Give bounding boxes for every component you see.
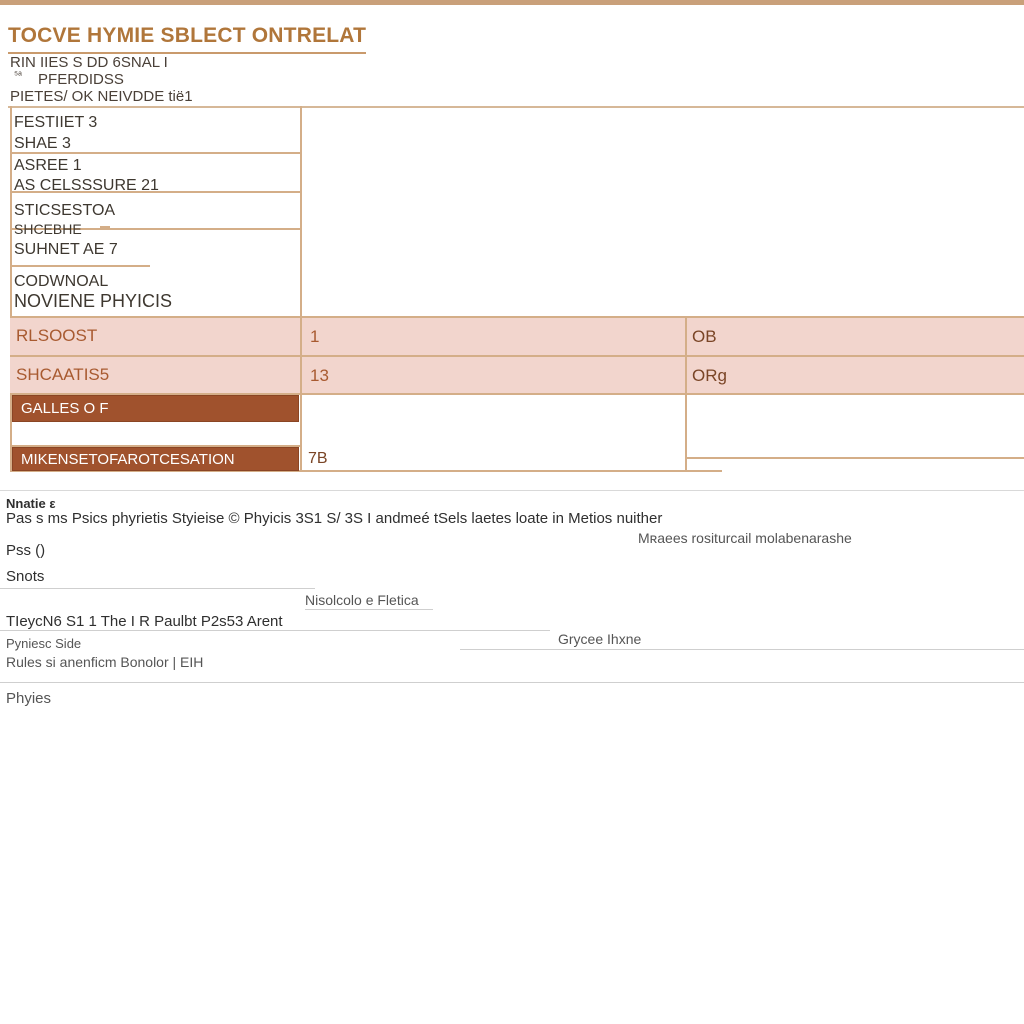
sidebar-field-9: NOVIENE PHYICIS — [14, 291, 173, 311]
footer-heading: Nnatie ε — [6, 496, 56, 511]
header-line-2-prefix: ⁵ᵃ — [14, 70, 22, 81]
footer-rule-4 — [460, 649, 1024, 650]
sidebar-field-4: AS CELSSSURE 21 — [14, 177, 159, 194]
table-cell-value: 1 — [310, 327, 320, 346]
galleries-button[interactable] — [12, 395, 299, 422]
footer-line-3: TIeycN6 S1 1 The I R Paulbt P2s53 Arent — [6, 613, 283, 630]
header-line-2 — [14, 70, 124, 88]
sidebar-divider-4 — [10, 265, 150, 267]
table-row[interactable] — [10, 318, 1024, 355]
snots-label: Snots — [6, 568, 45, 585]
header-line-1: RIN IIES S DD 6SNAL I — [10, 54, 168, 71]
header-divider — [8, 106, 1024, 108]
sidebar-field-7: SUHNET AE 7 — [14, 241, 118, 258]
table-col-divider-2 — [685, 316, 687, 395]
settings-button[interactable] — [12, 447, 299, 471]
pass-checkbox[interactable] — [6, 542, 45, 559]
footer-last: Phyies — [6, 690, 52, 707]
sidebar-field-1: FESTIIET 3 — [14, 114, 98, 131]
header-line-3: PIETES/ OK NEIVDDE tiё1 — [10, 88, 193, 105]
table-cell-value: OB — [692, 327, 717, 346]
table-cell-label: RLSOOST — [16, 326, 98, 345]
footer-line-4-right: Grycee Ihxne — [558, 631, 642, 647]
table-cell-value: 13 — [310, 366, 329, 385]
top-rule — [0, 0, 1024, 5]
footer-rule-5 — [0, 682, 1024, 683]
settings-value: 7B — [308, 450, 328, 467]
sidebar-field-6: SHCEBHE — [14, 221, 82, 237]
sidebar-field-8: CODWNOAL — [14, 273, 109, 290]
footer-line-2: Mʀaees rositurcail molabenarashe — [638, 530, 852, 546]
page-title: TOCVE HYMIE SBLECT ONTRELAT — [8, 24, 366, 54]
grid-right-bottom-border — [685, 457, 1024, 459]
footer-line-4: Pyniesc Side — [6, 636, 82, 651]
sidebar-field-2: SHAE 3 — [14, 135, 71, 152]
footer-top-rule — [0, 490, 1024, 491]
table-row[interactable] — [10, 357, 1024, 393]
footer-rule-2 — [305, 609, 433, 610]
header-line-2-text: PFERDIDSS — [38, 71, 124, 88]
footer-mid-label: Nisolcolo e Fletica — [305, 592, 419, 608]
table-cell-value: ORg — [692, 366, 727, 385]
sidebar-field-5: STICSESTOA — [14, 202, 116, 219]
pass-label: Pss ( — [6, 542, 41, 559]
footer-rule-1 — [0, 588, 315, 589]
sidebar-field-3: ASREE 1 — [14, 157, 82, 174]
footer-line-1: Pas s ms Psics phyrietis Styieise © Phyicis 3S1 S/ 3S I andmeé tSels laetes loate in Metios nuither — [6, 510, 663, 527]
table-cell-label: SHCAATIS5 — [16, 365, 110, 384]
grid-col-divider-1 — [300, 106, 302, 472]
table-col-divider-1 — [300, 316, 302, 395]
pass-suffix: ) — [40, 542, 46, 559]
settings-button-label: MIKENSETOFAROTCESATION — [21, 450, 235, 468]
galleries-button-label: GALLES O F — [21, 400, 109, 417]
footer-line-5: Rules si anenficm Bonolor | EIH — [6, 654, 204, 670]
sidebar-tick — [100, 226, 110, 228]
footer-rule-3 — [0, 630, 550, 631]
